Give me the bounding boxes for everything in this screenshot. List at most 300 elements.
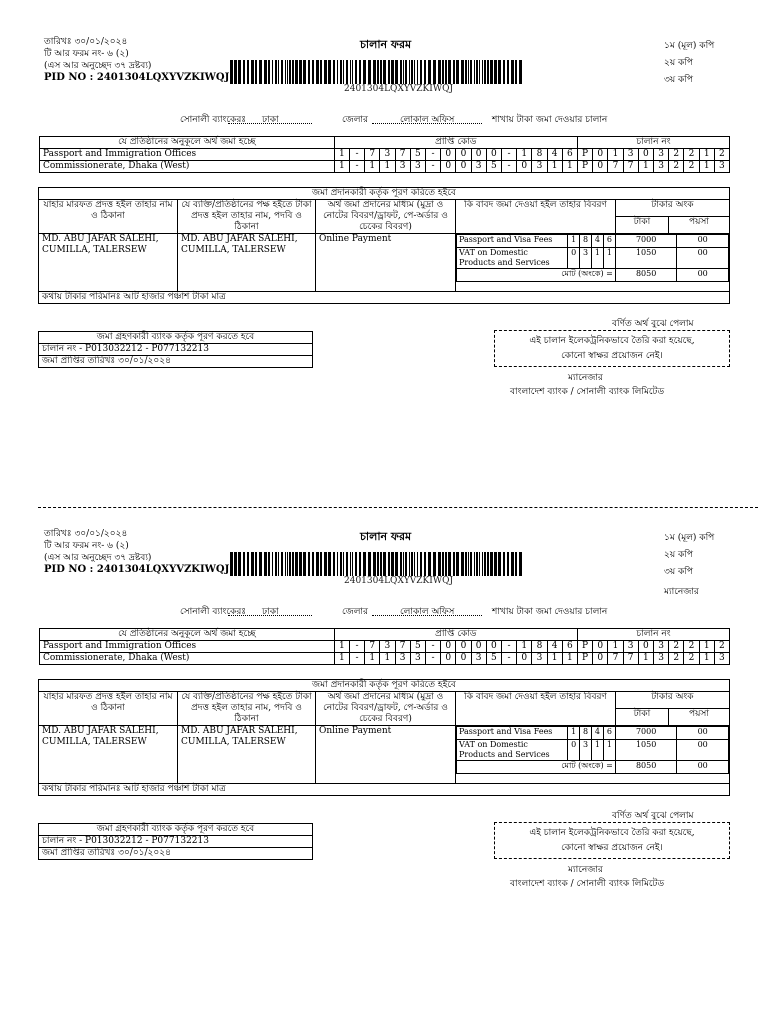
code-digit: 1 <box>562 161 577 173</box>
challan-no-header: চালান নং <box>577 137 729 149</box>
bank-prefix: সোনালী ব্যাংকেরঃ <box>180 115 247 125</box>
barcode-bar <box>328 60 331 84</box>
barcode-bar <box>403 552 404 576</box>
barcode-bar <box>377 60 379 84</box>
payer-header: যাহার মারফত প্রদত্ত হইল তাহার নাম ও ঠিকানা <box>39 200 178 234</box>
code-digit: - <box>349 641 364 653</box>
barcode-bar <box>465 60 467 84</box>
item-desc: Passport and Visa Fees <box>457 235 568 248</box>
on-behalf-name: MD. ABU JAFAR SALEHI, CUMILLA, TALERSEW <box>178 726 316 784</box>
item-code-digit: 0 <box>568 740 580 761</box>
barcode-bar <box>303 60 306 84</box>
barcode-bar <box>409 552 410 576</box>
barcode-bar <box>403 60 404 84</box>
barcode-bar <box>461 552 464 576</box>
barcode-bar <box>352 60 353 84</box>
barcode-bar <box>383 552 386 576</box>
code-digit: 1 <box>334 641 349 653</box>
challan-no-line: চালান নং - P013032212 - P077132213 <box>39 836 313 848</box>
barcode-bar <box>295 60 298 84</box>
institution-header: যে প্রতিষ্ঠানের অনুকূলে অর্থ জমা হচ্ছে <box>40 629 335 641</box>
copy-label-3: ৩য় কপি <box>664 567 693 577</box>
barcode-bar <box>312 552 314 576</box>
table-row <box>40 149 730 161</box>
item-code-digit: 1 <box>592 248 604 269</box>
barcode-bar <box>343 552 344 576</box>
challan-digit: 2 <box>684 653 699 665</box>
barcode-bar <box>308 60 310 84</box>
code-digit: 3 <box>532 161 547 173</box>
code-digit: 7 <box>365 641 380 653</box>
code-digit: 0 <box>456 641 471 653</box>
code-digit: - <box>501 653 516 665</box>
item-paisa: 00 <box>677 727 729 740</box>
barcode-bar <box>428 60 431 84</box>
code-digit: - <box>501 149 516 161</box>
item-code-digit: 8 <box>580 235 592 248</box>
barcode-bar <box>340 60 342 84</box>
code-digit: 3 <box>471 161 486 173</box>
barcode-bar <box>490 60 493 84</box>
code-digit: 3 <box>395 653 410 665</box>
barcode-bar <box>498 552 501 576</box>
depositor-table <box>38 187 730 304</box>
paisa-header: পয়সা <box>668 709 729 726</box>
item-code-digit: 3 <box>580 248 592 269</box>
challan-digit: 2 <box>669 161 684 173</box>
barcode-bar <box>383 60 386 84</box>
challan-digit: 2 <box>684 149 699 161</box>
payment-method: Online Payment <box>316 726 456 784</box>
item-paisa: 00 <box>677 740 729 761</box>
item-code-digit: 1 <box>568 235 580 248</box>
challan-digit: 1 <box>638 161 653 173</box>
code-digit: 1 <box>517 149 532 161</box>
challan-digit: P <box>577 653 592 665</box>
method-header: অর্থ জমা প্রদানের মাধ্যম (মুদ্রা ও নোটের বিবরণ/ড্রাফট, পে-অর্ডার ও চেকের বিবরণ) <box>316 692 456 726</box>
form-number: টি আর ফরম নং- ৬ (২) <box>44 49 129 59</box>
barcode-bar <box>368 60 371 84</box>
code-digit: 0 <box>456 149 471 161</box>
code-digit: 3 <box>410 161 425 173</box>
receipt-code-header: প্রাপ্তি কোড <box>334 137 577 149</box>
challan-digit: 3 <box>714 161 729 173</box>
barcode-bar <box>395 552 398 576</box>
barcode-bar <box>405 552 407 576</box>
district-value: ঢাকা <box>262 607 279 617</box>
barcode-bar <box>433 552 436 576</box>
challan-digit: 3 <box>653 653 668 665</box>
copy-labels <box>664 530 714 581</box>
payer-name: MD. ABU JAFAR SALEHI, CUMILLA, TALERSEW <box>39 726 178 784</box>
challan-digit: 0 <box>593 641 608 653</box>
barcode-bar <box>324 552 327 576</box>
code-digit: 0 <box>486 149 501 161</box>
challan-digit: 7 <box>608 161 623 173</box>
header-left <box>44 36 229 84</box>
item-taka: 1050 <box>615 248 677 269</box>
barcode-bar <box>251 60 254 84</box>
notice-line-1: এই চালান ইলেকট্রনিকভাবে তৈরি করা হয়েছে, <box>529 828 695 838</box>
barcode-bar <box>272 60 273 84</box>
barcode-bar <box>391 552 394 576</box>
challan-digit: 2 <box>714 149 729 161</box>
barcode-bar <box>445 552 447 576</box>
barcode-bar <box>511 552 514 576</box>
barcode-bar <box>320 60 322 84</box>
challan-digit: 7 <box>608 653 623 665</box>
challan-digit: 1 <box>638 653 653 665</box>
bank-fill-heading: জমা গ্রহণকারী ব্যাংক কর্তৃক পূরণ করতে হবে <box>39 332 313 344</box>
code-digit: 0 <box>441 653 456 665</box>
barcode-bar <box>285 552 286 576</box>
code-digit: 3 <box>410 653 425 665</box>
barcode-bar <box>474 60 475 84</box>
code-digit: 1 <box>547 653 562 665</box>
code-digit: - <box>425 641 440 653</box>
code-digit: 5 <box>486 161 501 173</box>
code-digit: 7 <box>395 641 410 653</box>
total-taka: 8050 <box>615 761 677 774</box>
barcode-bar <box>456 552 459 576</box>
code-digit: 8 <box>532 149 547 161</box>
institution-name: Passport and Immigration Offices <box>40 641 335 653</box>
barcode-bar <box>278 60 279 84</box>
manager-label-top: ম্যানেজার <box>664 587 699 597</box>
barcode-bar <box>498 60 501 84</box>
barcode-bar <box>230 60 233 84</box>
code-digit: 7 <box>395 149 410 161</box>
barcode-bar <box>476 552 478 576</box>
item-code-digit: 3 <box>580 740 592 761</box>
barcode-bar <box>234 60 237 84</box>
barcode-bar <box>238 552 241 576</box>
barcode-bar <box>515 60 517 84</box>
item-code-digit: 1 <box>603 248 615 269</box>
barcode-bar <box>417 60 418 84</box>
branch-text: শাখায় টাকা জমা দেওয়ার চালান <box>492 115 608 125</box>
challan-digit: 1 <box>608 149 623 161</box>
taka-header: টাকা <box>616 217 669 234</box>
barcode-bar <box>424 60 426 84</box>
barcode-bar <box>359 60 361 84</box>
barcode-bar <box>275 552 277 576</box>
manager-label: ম্যানেজার <box>568 373 603 383</box>
challan-digit: 0 <box>593 653 608 665</box>
table-row <box>457 727 729 740</box>
table-row <box>40 653 730 665</box>
barcode-bar <box>243 60 245 84</box>
date-line: তারিখঃ ৩০/০১/২০২৪ <box>44 37 128 47</box>
district-label: জেলার <box>342 115 368 125</box>
code-digit: 0 <box>517 653 532 665</box>
barcode-bar <box>234 552 237 576</box>
bank-name: বাংলাদেশ ব্যাংক / সোনালী ব্যাংক লিমিটেড <box>510 387 665 397</box>
challan-digit: P <box>577 149 592 161</box>
item-code-digit: 6 <box>603 235 615 248</box>
table-row <box>457 235 729 248</box>
barcode-bar <box>264 60 267 84</box>
item-taka: 7000 <box>615 235 677 248</box>
challan-no-header: চালান নং <box>577 629 729 641</box>
barcode-bar <box>420 60 422 84</box>
rule-reference: (এস আর অনুচ্ছেদ ৩৭ দ্রষ্টব্য) <box>44 61 152 71</box>
item-desc: VAT on Domestic Products and Services <box>457 248 568 269</box>
barcode-bar <box>511 60 514 84</box>
barcode-bar <box>292 552 294 576</box>
code-digit: - <box>501 641 516 653</box>
barcode-bar <box>428 552 431 576</box>
barcode-bar <box>289 60 291 84</box>
barcode-bar <box>507 60 509 84</box>
barcode-bar <box>281 552 283 576</box>
item-code-digit: 0 <box>568 248 580 269</box>
barcode-bar <box>373 60 376 84</box>
item-code-digit: 6 <box>603 727 615 740</box>
barcode-bar <box>503 552 505 576</box>
receipt-code-table <box>39 136 730 173</box>
barcode-bar <box>350 60 351 84</box>
barcode-bar <box>448 60 451 84</box>
barcode-bar <box>272 552 273 576</box>
code-digit: 1 <box>547 161 562 173</box>
amount-header: টাকার অংক <box>616 200 730 217</box>
code-digit: - <box>425 161 440 173</box>
barcode-bar <box>287 552 288 576</box>
barcode-bar <box>363 552 366 576</box>
code-digit: 6 <box>562 641 577 653</box>
barcode-bar <box>494 552 497 576</box>
copy-labels <box>664 38 714 89</box>
table-row <box>40 161 730 173</box>
code-digit: 1 <box>334 149 349 161</box>
barcode-bar <box>445 60 447 84</box>
barcode-bar <box>490 552 493 576</box>
barcode-bar <box>411 552 413 576</box>
challan-copy-1 <box>0 0 768 490</box>
barcode-bar <box>474 552 475 576</box>
barcode-bar <box>442 552 444 576</box>
electronic-notice <box>494 822 730 859</box>
barcode-bar <box>503 60 505 84</box>
taka-header: টাকা <box>616 709 669 726</box>
barcode-bar <box>468 60 469 84</box>
barcode-bar <box>238 60 241 84</box>
depositor-table <box>38 679 730 796</box>
barcode-bar <box>484 60 486 84</box>
amount-in-words: কথায় টাকার পরিমানঃ আট হাজার পঞ্চাশ টাকা মাত্র <box>39 784 730 796</box>
payer-name: MD. ABU JAFAR SALEHI, CUMILLA, TALERSEW <box>39 234 178 292</box>
challan-digit: 3 <box>653 161 668 173</box>
institution-name: Passport and Immigration Offices <box>40 149 335 161</box>
paisa-header: পয়সা <box>668 217 729 234</box>
barcode-text: 2401304LQXYVZKIWQJ <box>344 576 454 586</box>
barcode-bar <box>343 60 344 84</box>
receipt-date-line: জমা প্রাপ্তির তারিখঃ ৩০/০১/২০২৪ <box>39 848 313 860</box>
depositor-banner: জমা প্রদানকারী কর্তৃক পূরণ করিতে হইবে <box>39 680 730 692</box>
barcode-bar <box>255 60 257 84</box>
barcode-bar <box>285 60 286 84</box>
on-behalf-header: যে ব্যক্তি/প্রতিষ্ঠানের পক্ষ হইতে টাকা প্রদত্ত হইল তাহার নাম, পদবি ও ঠিকানা <box>178 200 316 234</box>
barcode-bar <box>268 552 270 576</box>
challan-digit: 1 <box>699 161 714 173</box>
code-digit: 8 <box>532 641 547 653</box>
payment-method: Online Payment <box>316 234 456 292</box>
date-line: তারিখঃ ৩০/০১/২০২৪ <box>44 529 128 539</box>
challan-digit: 2 <box>684 161 699 173</box>
item-code-digit: 1 <box>603 740 615 761</box>
institution-name: Commissionerate, Dhaka (West) <box>40 653 335 665</box>
barcode-bar <box>350 552 351 576</box>
code-digit: - <box>349 149 364 161</box>
barcode-bar <box>346 60 348 84</box>
barcode-bar <box>380 60 382 84</box>
code-digit: 3 <box>395 161 410 173</box>
challan-digit: 1 <box>699 149 714 161</box>
challan-digit: 1 <box>699 641 714 653</box>
barcode-bar <box>405 60 407 84</box>
code-digit: 1 <box>380 161 395 173</box>
challan-digit: P <box>577 641 592 653</box>
barcode-bar <box>414 60 415 84</box>
received-text: বর্ণিত অর্থ বুঝে পেলাম <box>612 319 694 329</box>
amount-in-words: কথায় টাকার পরিমানঃ আট হাজার পঞ্চাশ টাকা মাত্র <box>39 292 730 304</box>
barcode-bar <box>278 552 279 576</box>
total-paisa: 00 <box>677 269 729 282</box>
depositor-banner: জমা প্রদানকারী কর্তৃক পূরণ করিতে হইবে <box>39 188 730 200</box>
code-digit: 0 <box>486 641 501 653</box>
barcode-bar <box>340 552 342 576</box>
copy-label-2: ২য় কপি <box>664 58 693 68</box>
code-digit: 0 <box>456 161 471 173</box>
code-digit: 4 <box>547 641 562 653</box>
barcode-bar <box>465 552 467 576</box>
code-digit: 1 <box>334 653 349 665</box>
barcode-bar <box>438 552 441 576</box>
challan-digit: 2 <box>669 653 684 665</box>
barcode-bar <box>243 552 245 576</box>
code-digit: 0 <box>471 149 486 161</box>
pid-number: PID NO : 2401304LQXYVZKIWQJ <box>44 72 230 83</box>
form-title: চালান ফরম <box>360 38 412 51</box>
bank-name: বাংলাদেশ ব্যাংক / সোনালী ব্যাংক লিমিটেড <box>510 879 665 889</box>
received-text: বর্ণিত অর্থ বুঝে পেলাম <box>612 811 694 821</box>
code-digit: 6 <box>562 149 577 161</box>
code-digit: 5 <box>410 641 425 653</box>
barcode-bar <box>337 552 338 576</box>
total-label: মোট (অংকে) = <box>457 269 616 282</box>
item-paisa: 00 <box>677 235 729 248</box>
challan-digit: 3 <box>623 149 638 161</box>
barcode-bar <box>316 60 319 84</box>
code-digit: 0 <box>471 641 486 653</box>
barcode-bar <box>411 60 413 84</box>
challan-digit: 0 <box>593 149 608 161</box>
bank-fill-box <box>38 331 313 368</box>
item-code-digit: 4 <box>592 727 604 740</box>
barcode-bar <box>264 552 267 576</box>
purpose-header: কি বাবদ জমা দেওয়া হইল তাহার বিবরণ <box>456 692 616 726</box>
code-digit: 5 <box>410 149 425 161</box>
barcode-bar <box>368 552 371 576</box>
barcode-bar <box>299 60 302 84</box>
institution-header: যে প্রতিষ্ঠানের অনুকূলে অর্থ জমা হচ্ছে <box>40 137 335 149</box>
item-taka: 7000 <box>615 727 677 740</box>
item-desc: VAT on Domestic Products and Services <box>457 740 568 761</box>
barcode-bar <box>456 60 459 84</box>
barcode-bar <box>468 552 469 576</box>
barcode-bar <box>453 552 455 576</box>
notice-line-1: এই চালান ইলেকট্রনিকভাবে তৈরি করা হয়েছে, <box>529 336 695 346</box>
item-desc: Passport and Visa Fees <box>457 727 568 740</box>
barcode-bar <box>519 60 522 84</box>
code-digit: 0 <box>517 161 532 173</box>
code-digit: 7 <box>365 149 380 161</box>
method-header: অর্থ জমা প্রদানের মাধ্যম (মুদ্রা ও নোটের বিবরণ/ড্রাফট, পে-অর্ডার ও চেকের বিবরণ) <box>316 200 456 234</box>
barcode-bar <box>442 60 444 84</box>
electronic-notice <box>494 330 730 367</box>
code-digit: 4 <box>547 149 562 161</box>
challan-digit: 0 <box>638 149 653 161</box>
branch-text: শাখায় টাকা জমা দেওয়ার চালান <box>492 607 608 617</box>
item-code-digit: 1 <box>568 727 580 740</box>
barcode-bar <box>424 552 426 576</box>
district-label: জেলার <box>342 607 368 617</box>
barcode-bar <box>484 552 486 576</box>
challan-digit: 0 <box>593 161 608 173</box>
office-value: লোকাল অফিস <box>400 607 455 617</box>
barcode-bar <box>479 60 480 84</box>
barcode-bar <box>448 552 451 576</box>
barcode-bar <box>303 552 306 576</box>
barcode-bar <box>400 552 402 576</box>
code-digit: 1 <box>365 161 380 173</box>
item-code-digit: 1 <box>592 740 604 761</box>
challan-copy-2 <box>0 492 768 982</box>
copy-label-1: ১ম (মূল) কপি <box>664 41 715 51</box>
code-digit: 1 <box>365 653 380 665</box>
barcode-bar <box>312 60 314 84</box>
receipt-code-header: প্রাপ্তি কোড <box>334 629 577 641</box>
district-value: ঢাকা <box>262 115 279 125</box>
code-digit: 0 <box>441 149 456 161</box>
on-behalf-name: MD. ABU JAFAR SALEHI, CUMILLA, TALERSEW <box>178 234 316 292</box>
barcode-bar <box>333 552 335 576</box>
barcode-bar <box>482 552 483 576</box>
office-value: লোকাল অফিস <box>400 115 455 125</box>
challan-digit: 2 <box>669 641 684 653</box>
barcode-bar <box>409 60 410 84</box>
code-digit: 3 <box>471 653 486 665</box>
barcode-bar <box>268 60 270 84</box>
barcode-bar <box>391 60 394 84</box>
barcode-bar <box>461 60 464 84</box>
table-row <box>457 740 729 761</box>
barcode-bar <box>295 552 298 576</box>
barcode-bar <box>476 60 478 84</box>
barcode-bar <box>359 552 361 576</box>
code-digit: 1 <box>334 161 349 173</box>
notice-line-2: কোনো স্বাক্ষর প্রয়োজন নেই। <box>561 351 663 361</box>
barcode-bar <box>470 552 472 576</box>
barcode-bar <box>333 60 335 84</box>
challan-digit: 2 <box>714 641 729 653</box>
copy-label-3: ৩য় কপি <box>664 75 693 85</box>
barcode-bar <box>259 60 262 84</box>
form-title: চালান ফরম <box>360 530 412 543</box>
barcode-bar <box>433 60 436 84</box>
barcode-bar <box>275 60 277 84</box>
